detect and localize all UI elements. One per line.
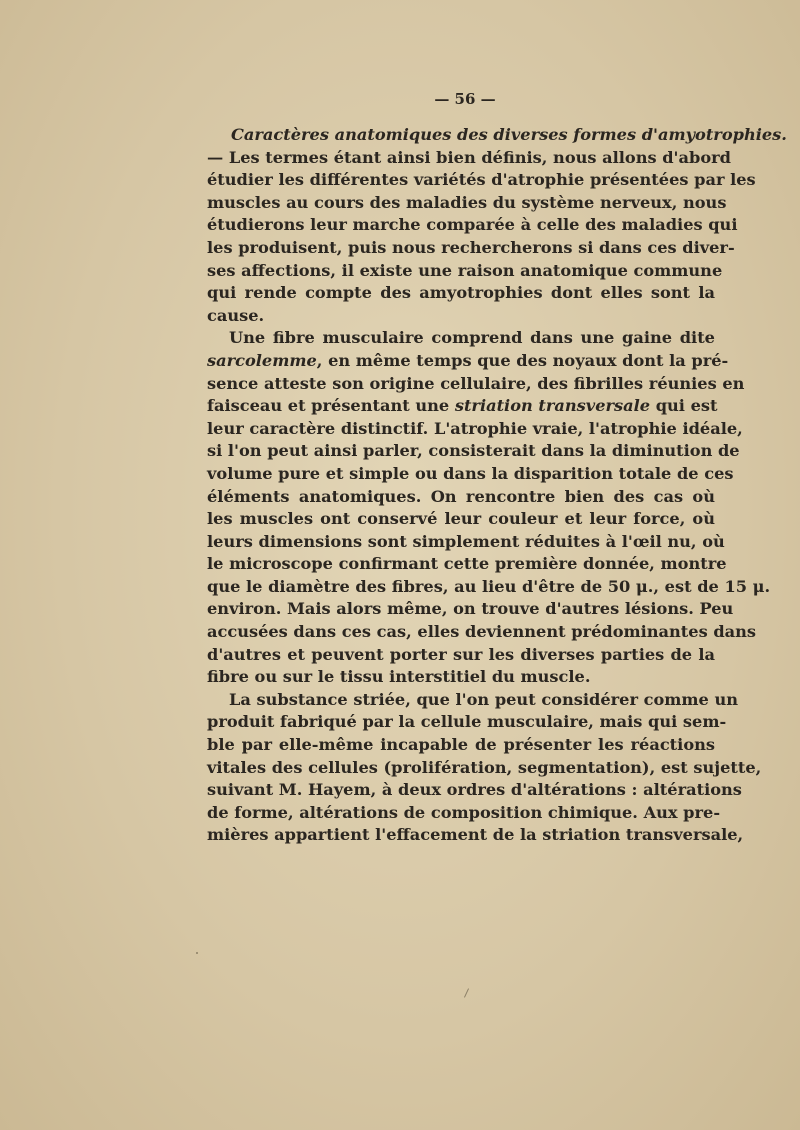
text-line: sence atteste son origine cellulaire, des fibrilles réunies en: [207, 373, 745, 393]
body-text: [207, 124, 787, 847]
text-line: [207, 395, 718, 418]
text-line: mières appartient l'effacement de la striation transversale,: [207, 825, 744, 845]
text-line: si l'on peut ainsi parler, consisterait dans la diminution de: [207, 441, 740, 461]
text-fragment: faisceau et présentant une: [207, 396, 455, 416]
text-line: ses affections, il existe une raison anatomique commune: [207, 260, 723, 280]
text-line: étudierons leur marche comparée à celle des maladies qui: [207, 215, 738, 235]
text-fragment: , en même temps que des noyaux dont la pré-: [316, 350, 729, 370]
text-line: le microscope confirmant cette première donnée, montre: [207, 554, 727, 574]
text-fragment: qui est: [650, 396, 718, 416]
text-line: d'autres et peuvent porter sur les diverses parties de la: [207, 644, 715, 664]
text-line: accusées dans ces cas, elles deviennent prédominantes dans: [207, 622, 757, 642]
text-line: ble par elle-même incapable de présenter les réactions: [207, 735, 715, 755]
term-striation: striation transversale: [454, 396, 651, 416]
text-line: de forme, altérations de composition chimique. Aux pre-: [207, 802, 721, 822]
text-line: suivant M. Hayem, à deux ordres d'altérations : altérations: [207, 780, 742, 800]
text-line: que le diamètre des fibres, au lieu d'être de 50 μ., est de 15 μ.: [207, 576, 771, 596]
text-line: [207, 350, 729, 373]
text-line: leurs dimensions sont simplement réduites à l'œil nu, où: [207, 531, 725, 551]
text-line: les produisent, puis nous rechercherons si dans ces diver-: [207, 237, 735, 257]
text-line: environ. Mais alors même, on trouve d'autres lésions. Peu: [207, 599, 734, 619]
term-sarcolemme: sarcolemme: [207, 350, 317, 370]
text-line: étudier les différentes variétés d'atrophie présentées par les: [207, 170, 756, 190]
page-number: — 56 —: [434, 90, 496, 108]
text-line: éléments anatomiques. On rencontre bien des cas où: [207, 486, 715, 506]
text-line: fibre ou sur le tissu interstitiel du muscle.: [207, 667, 591, 687]
section-heading: Caractères anatomiques des diverses formes d'amyotrophies.: [231, 125, 787, 144]
text-line: Une fibre musculaire comprend dans une gaine dite: [229, 328, 715, 348]
text-line: cause.: [207, 305, 265, 325]
text-line: leur caractère distinctif. L'atrophie vraie, l'atrophie idéale,: [207, 418, 743, 438]
text-line: La substance striée, que l'on peut considérer comme un: [229, 689, 738, 709]
text-line: — Les termes étant ainsi bien définis, nous allons d'abord: [207, 147, 731, 167]
text-line: vitales des cellules (prolifération, segmentation), est sujette,: [207, 757, 762, 777]
text-line: volume pure et simple ou dans la disparition totale de ces: [207, 463, 734, 483]
text-line: qui rende compte des amyotrophies dont elles sont la: [207, 283, 715, 303]
text-line: produit fabriqué par la cellule musculaire, mais qui sem-: [207, 712, 727, 732]
text-line: muscles au cours des maladies du système nerveux, nous: [207, 192, 727, 212]
paper-speck: [196, 952, 198, 954]
text-line: les muscles ont conservé leur couleur et leur force, où: [207, 509, 715, 529]
paper-mark: [464, 988, 469, 997]
